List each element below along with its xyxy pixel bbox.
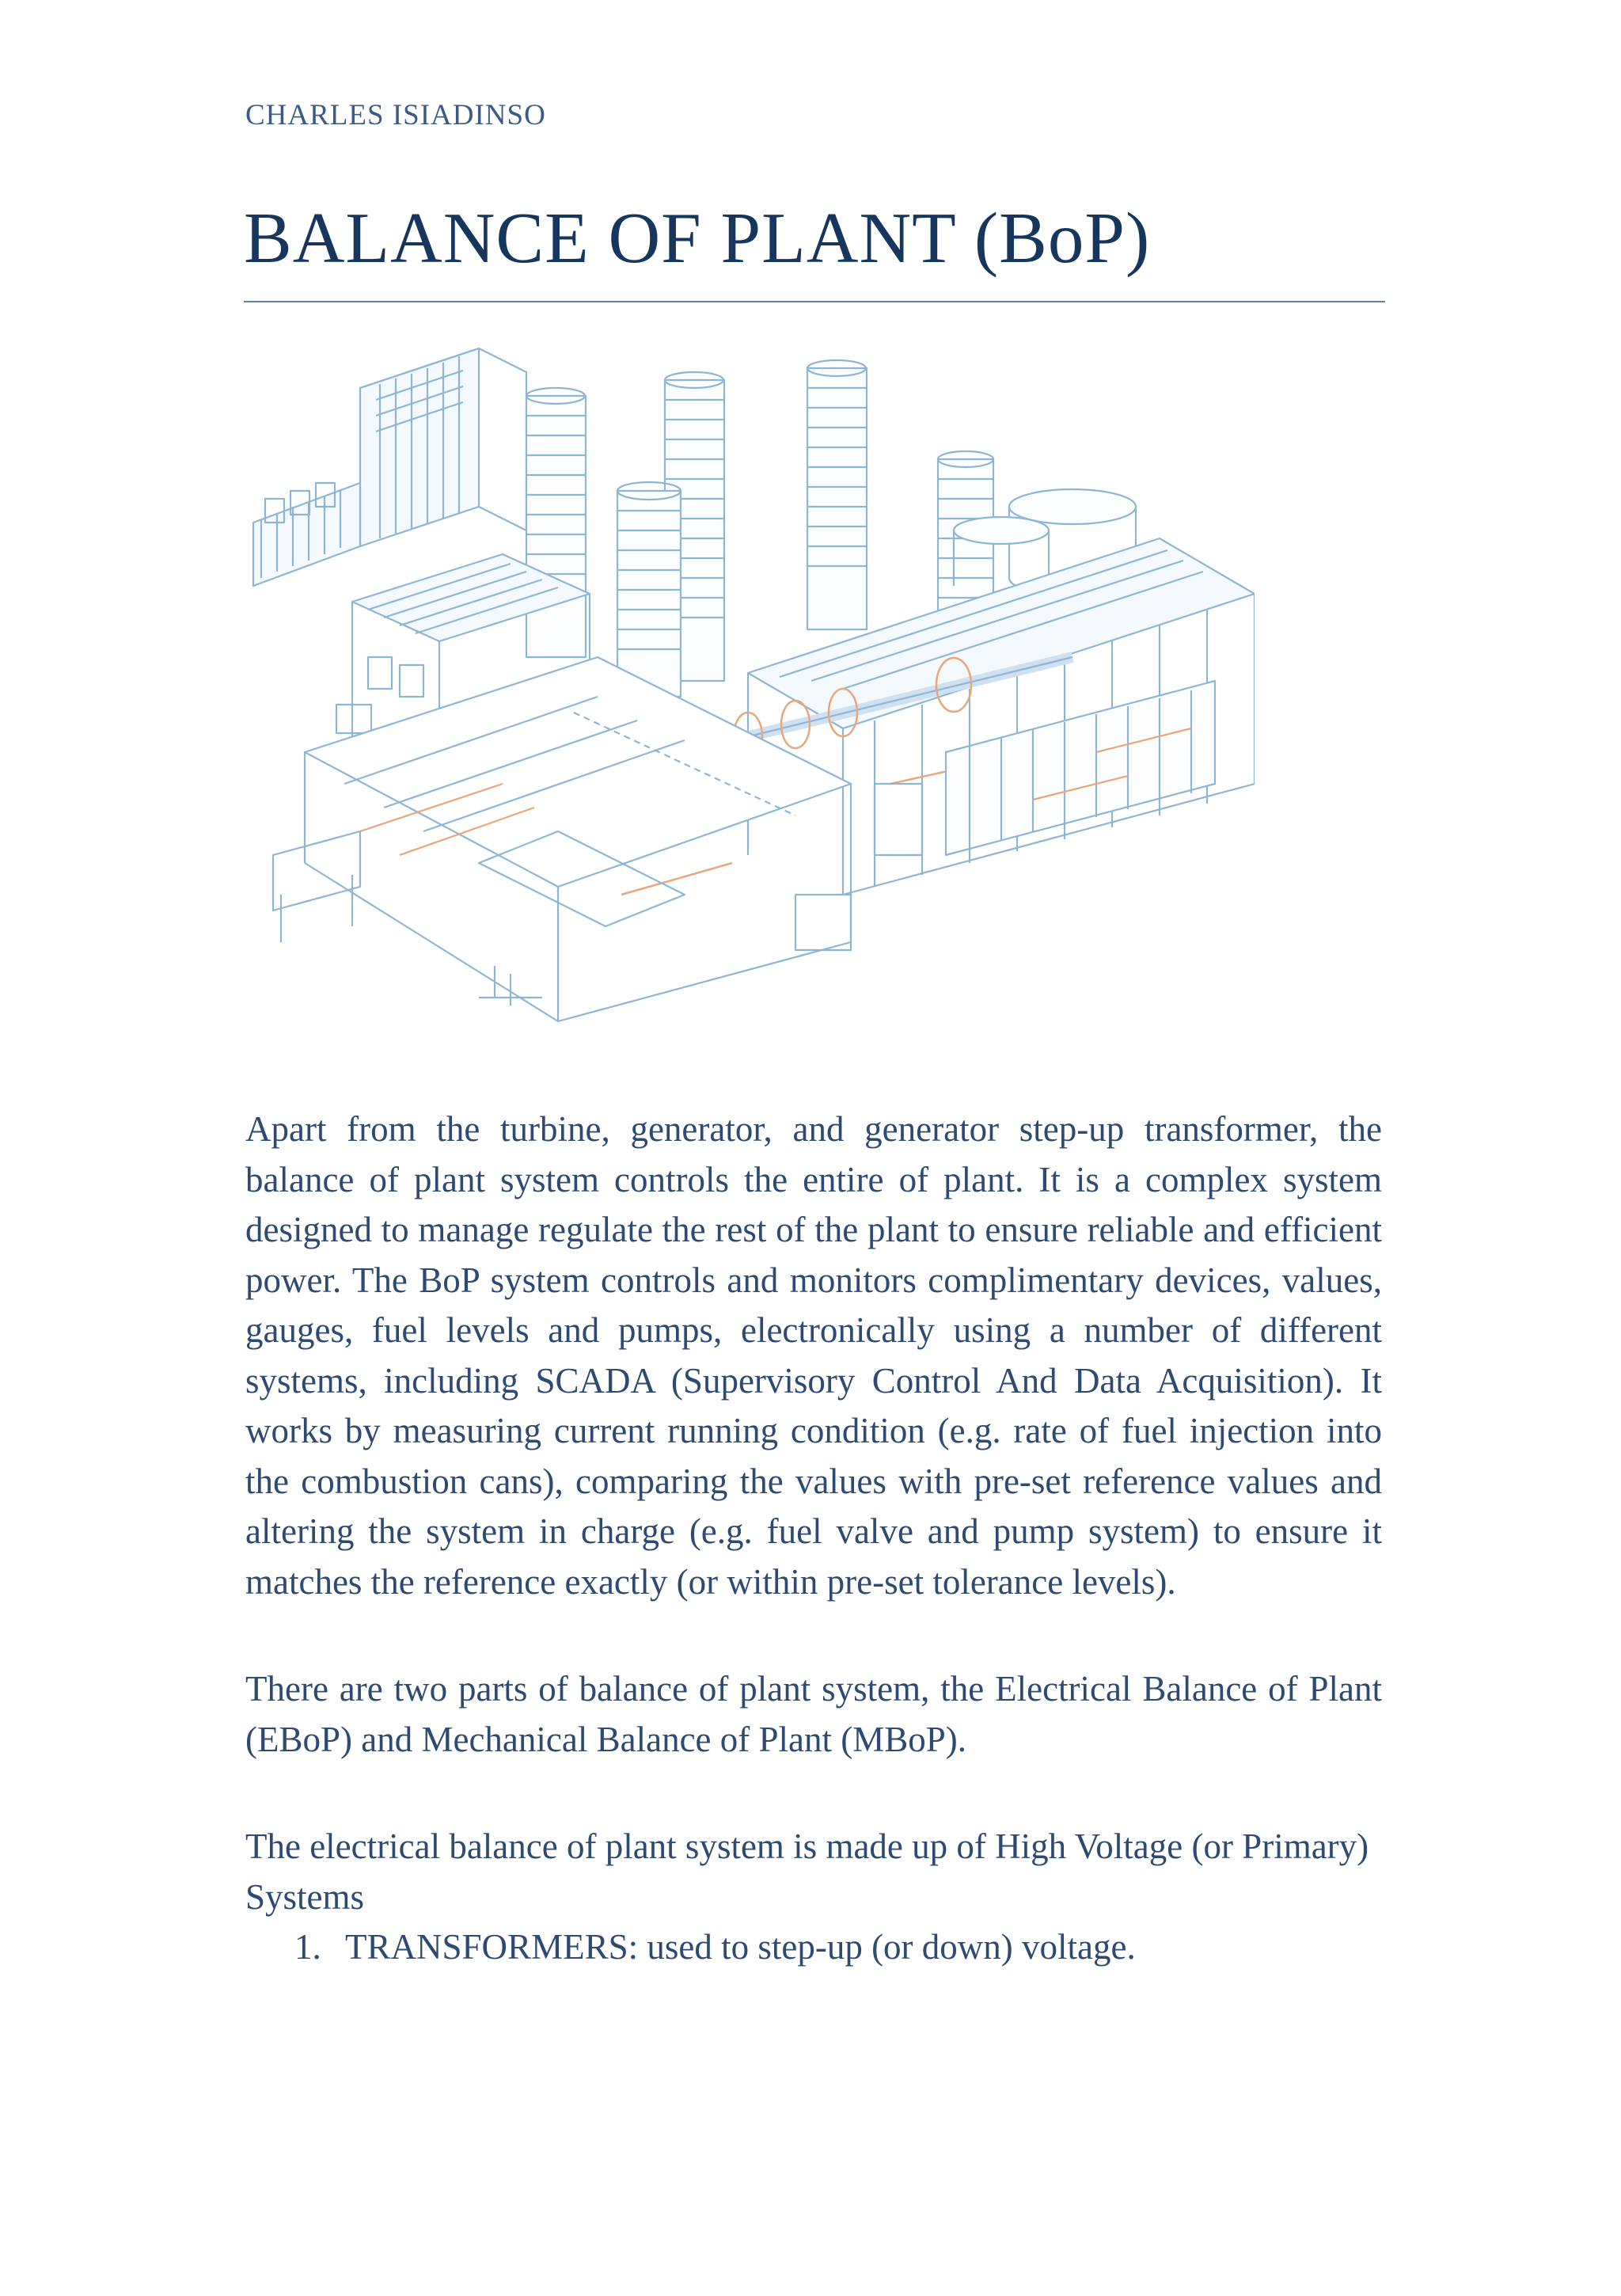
list-item-number: 1. <box>294 1927 321 1967</box>
paragraph-1: Apart from the turbine, generator, and generator step-up transformer, the balance of plant system controls the entire of plant. It is a complex system designed to manage regulate the rest of the plant to ensure reliable and efficient power. The BoP system controls and monitors complimentary devices, values, gauges, fuel levels and pumps, electronically using a number of different systems, including SCADA (Supervisory Control And Data Acquisition). It works by measuring current running condition (e.g. rate of fuel injection into the combustion cans), comparing the values with pre-set reference values and altering the system in charge (e.g. fuel valve and pump system) to ensure it matches the reference exactly (or within pre-set tolerance levels). <box>245 1109 1382 1602</box>
list-item-text: TRANSFORMERS: used to step-up (or down) voltage. <box>345 1927 1136 1967</box>
title-divider <box>244 301 1385 302</box>
paragraph-2: There are two parts of balance of plant system, the Electrical Balance of Plant (EBoP) and Mechanical Balance of Plant (MBoP). <box>245 1669 1382 1759</box>
plant-left-building <box>253 348 526 586</box>
body-text <box>245 1104 1382 1973</box>
primary-systems-list <box>245 1922 1382 1973</box>
paragraph-3: The electrical balance of plant system is made up of High Voltage (or Primary) Systems <box>245 1827 1369 1917</box>
power-plant-illustration <box>241 340 1255 1053</box>
foreground-platform <box>273 657 851 1021</box>
list-item <box>245 1922 1382 1973</box>
page-title: BALANCE OF PLANT (BoP) <box>244 198 1151 278</box>
author-name: CHARLES ISIADINSO <box>245 99 546 131</box>
